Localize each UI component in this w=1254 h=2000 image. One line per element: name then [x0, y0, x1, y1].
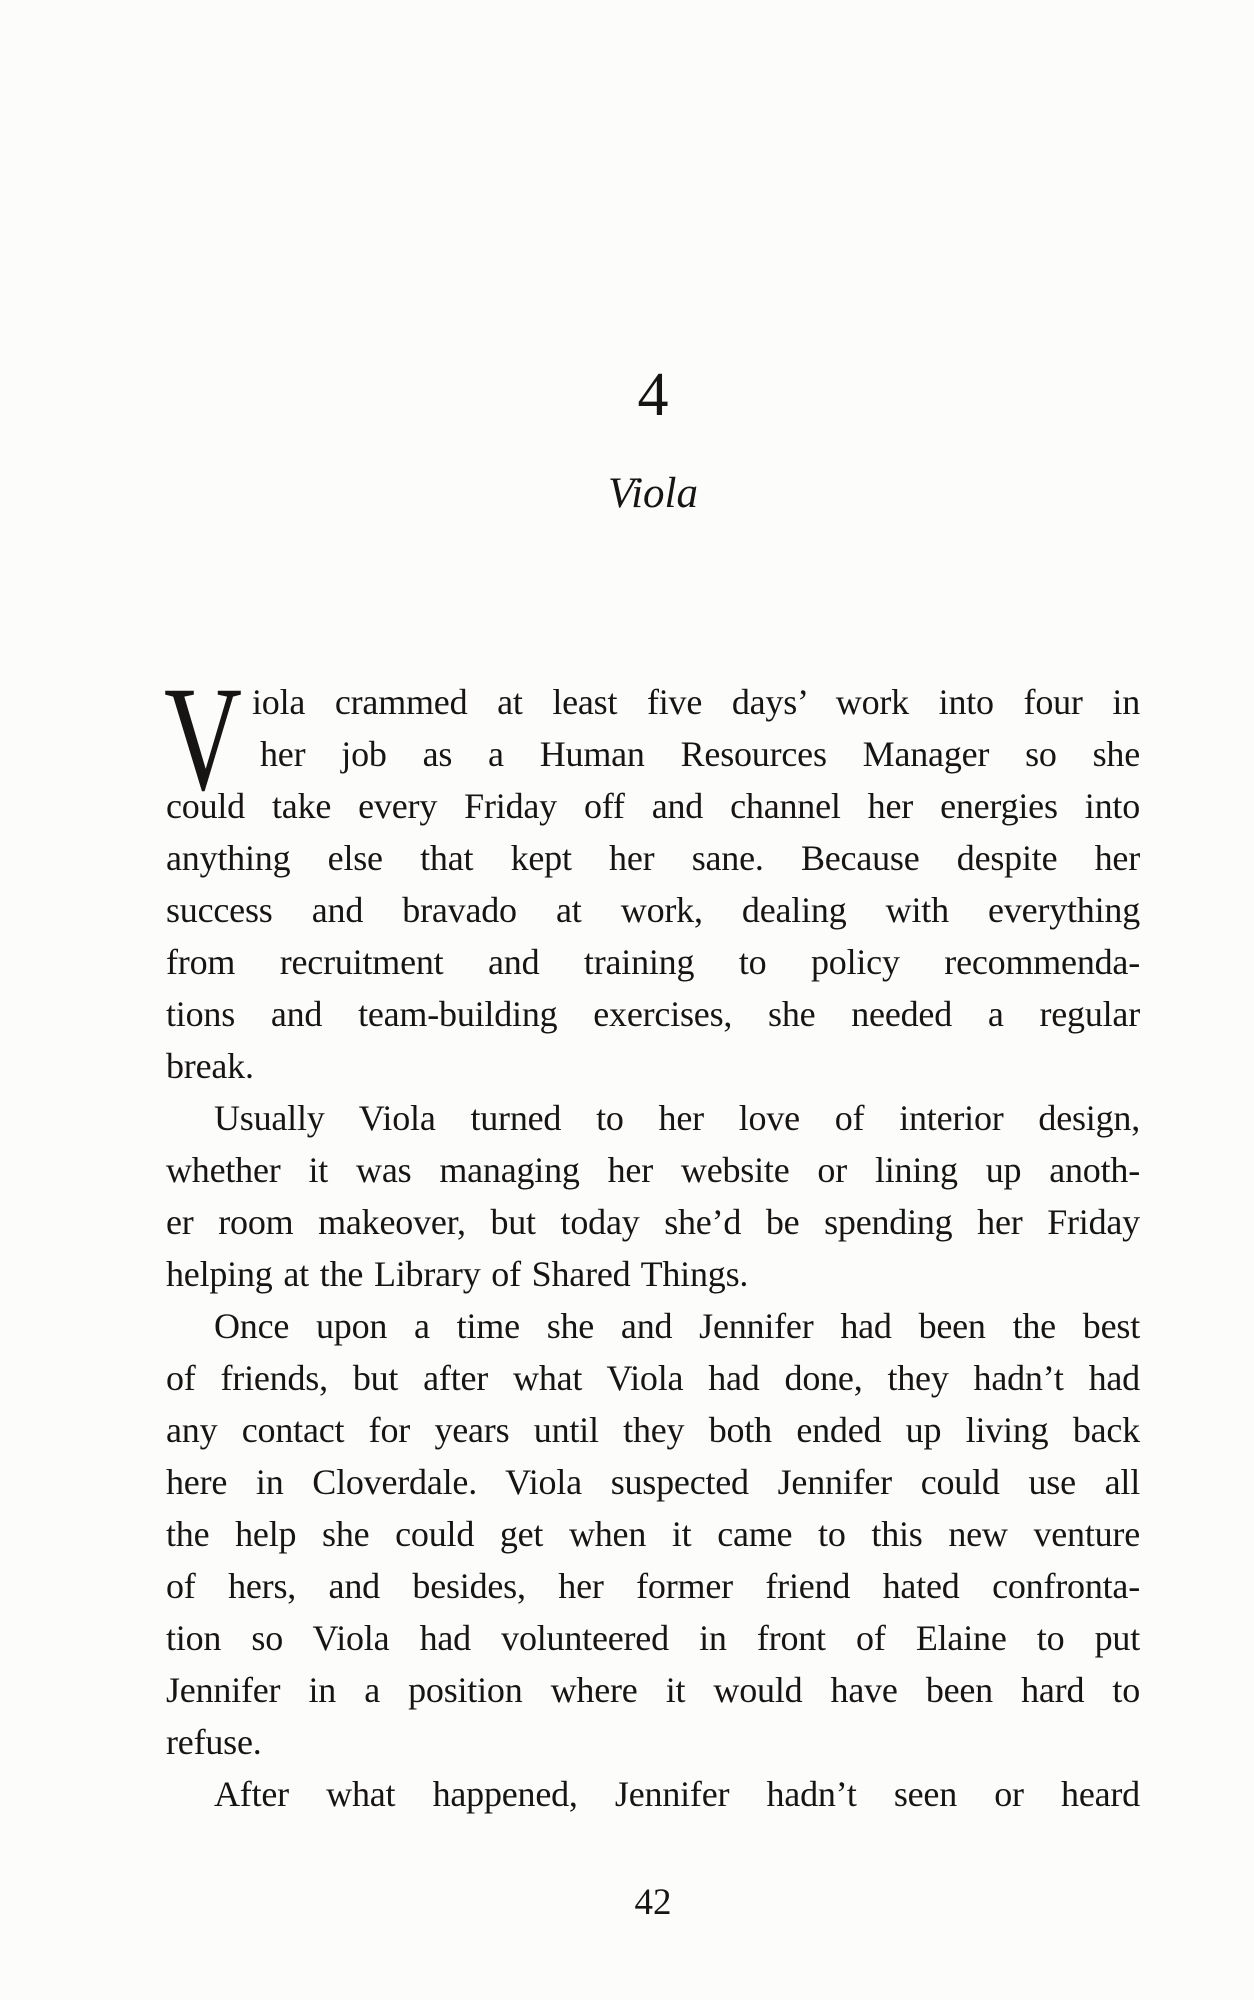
body-line: success and bravado at work, dealing with everything [166, 890, 1140, 930]
body-line: of hers, and besides, her former friend hated confronta- [166, 1566, 1140, 1606]
drop-cap-letter: V [164, 656, 242, 822]
body-line: Usually Viola turned to her love of interior design, [214, 1098, 1140, 1138]
body-line: refuse. [166, 1722, 262, 1762]
body-line: here in Cloverdale. Viola suspected Jennifer could use all [166, 1462, 1140, 1502]
body-line: er room makeover, but today she’d be spending her Friday [166, 1202, 1140, 1242]
page-number: 42 [634, 1882, 672, 1923]
chapter-number: 4 [637, 361, 669, 429]
body-line: tion so Viola had volunteered in front of Elaine to put [166, 1618, 1140, 1658]
body-line: iola crammed at least five days’ work into four in [252, 682, 1140, 722]
body-line: the help she could get when it came to this new venture [166, 1514, 1140, 1554]
body-line: Once upon a time she and Jennifer had been the best [214, 1306, 1140, 1346]
body-line: from recruitment and training to policy recommenda- [166, 942, 1140, 982]
body-text [164, 656, 1140, 1820]
body-lines [166, 676, 1140, 1820]
body-line: anything else that kept her sane. Because despite her [166, 838, 1140, 878]
body-line: helping at the Library of Shared Things. [166, 1254, 749, 1294]
body-line: any contact for years until they both ended up living back [166, 1410, 1140, 1450]
chapter-title: Viola [608, 470, 698, 517]
body-line: break. [166, 1046, 254, 1086]
body-line: of friends, but after what Viola had done, they hadn’t had [166, 1358, 1140, 1398]
body-line: her job as a Human Resources Manager so she [260, 734, 1140, 774]
body-line: tions and team-building exercises, she needed a regular [166, 994, 1140, 1034]
body-line: After what happened, Jennifer hadn’t seen or heard [214, 1774, 1140, 1814]
body-line: whether it was managing her website or lining up anoth- [166, 1150, 1140, 1190]
body-line: could take every Friday off and channel her energies into [166, 786, 1140, 826]
body-line: Jennifer in a position where it would have been hard to [166, 1670, 1140, 1710]
